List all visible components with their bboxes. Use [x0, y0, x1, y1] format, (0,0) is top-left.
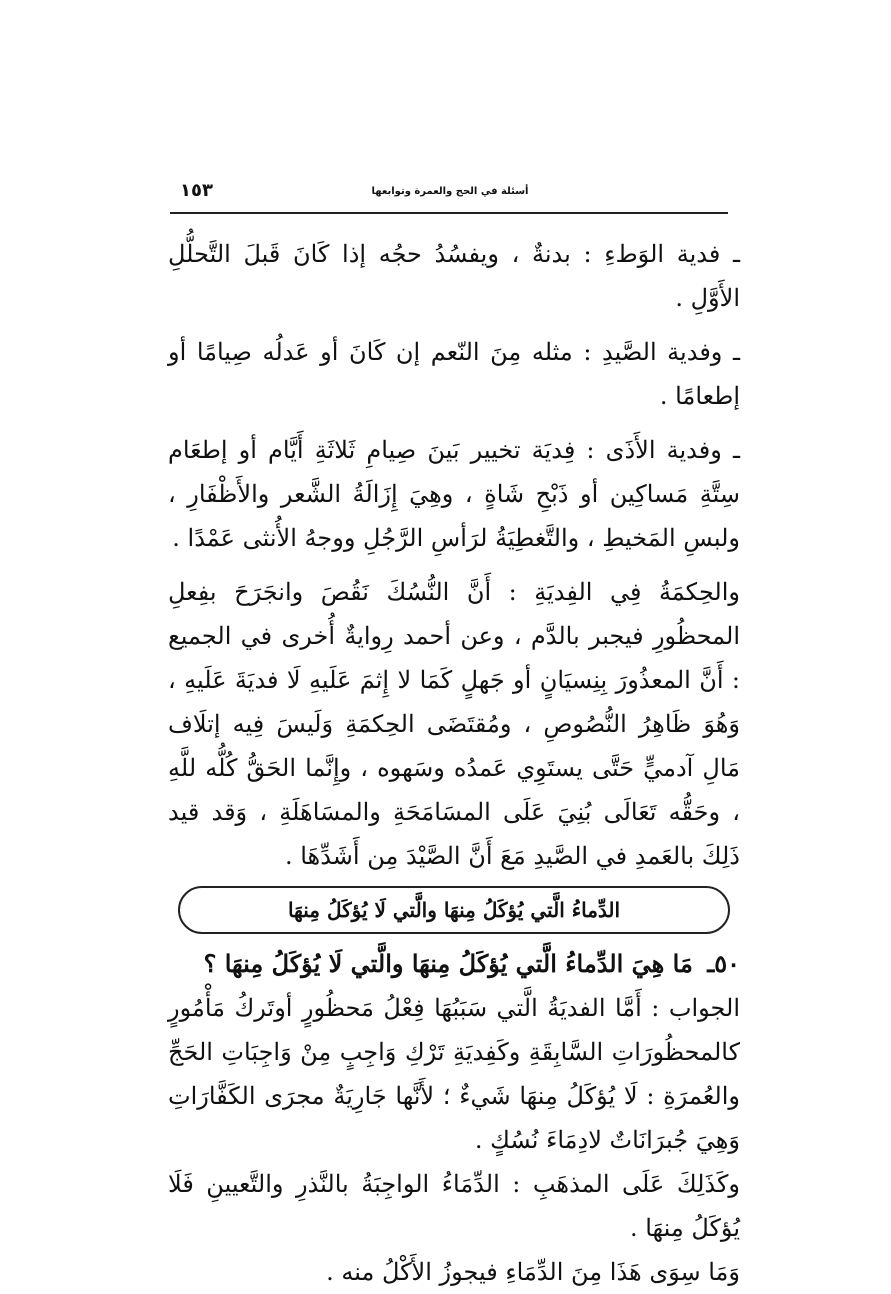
- section-heading: الدِّماءُ الَّتي يُؤكَلُ مِنهَا والَّتي لَا يُؤكَلُ مِنهَا: [287, 898, 621, 922]
- section-heading-box: [178, 886, 730, 934]
- paragraph-fidyat-alsayd: ـ وفدية الصَّيدِ : مثله مِنَ النّعم إن كَانَ أو عَدلُه صِيامًا أو إطعامًا .: [168, 338, 740, 410]
- paragraph-hikmah: والحِكمَةُ فِي الفِديَةِ : أَنَّ النُّسُكَ نَقُصَ وانجَرَحَ بفِعلِ المحظُورِ فيجبر بالدَّم ، وعن أحمد رِوايةٌ أُخرى في الجميع : أَنَّ المعذُورَ بِنِسيَانٍ أو جَهلٍ كَمَا لا إِثمَ عَلَيهِ لَا فديَةَ عَلَيهِ ، وَهُوَ ظَاهِرُ النُّصُوصِ ، ومُقتَضَى الحِكمَةِ وَلَيسَ فِيه إتلَاف مَالِ آدميٍّ حَتَّى يستَوِي عَمدُه وسَهوه ، وإِنَّما الحَقُّ كُلُّه للَّهِ ، وحَقُّه تَعَالَى بُنِيَ عَلَى المسَامَحَةِ والمسَاهَلَةِ ، وَقد قيد ذَلِكَ بالعَمدِ في الصَّيدِ مَعَ أَنَّ الصَّيْدَ مِن أَشَدِّهَا .: [168, 578, 740, 870]
- question-text: مَا هِيَ الدِّماءُ الَّتي يُؤكَلُ مِنهَا والَّتي لَا يُؤكَلُ مِنهَا ؟: [203, 949, 693, 978]
- question-number: ٥٠ـ: [707, 949, 740, 978]
- page-number: ١٥٣: [180, 180, 213, 201]
- page-body: [168, 232, 740, 1294]
- running-title: أسئلة في الحج والعمرة وتوابعها: [371, 186, 529, 197]
- paragraph-fidyat-alwat: ـ فدية الوَطءِ : بدنةٌ ، ويفسُدُ حجُه إذا كَانَ قَبلَ التَّحلُّلِ الأَوَّلِ .: [168, 240, 740, 312]
- paragraph-fidyat-aladha: ـ وفدية الأَذَى : فِديَة تخيير بَينَ صِيامِ ثَلاثَةِ أَيَّام أو إطعَام سِتَّةِ مَساكِين أو ذَبْحِ شَاةٍ ، وهِيَ إِزَالَةُ الشَّعر والأَظْفَارِ ، ولبسِ المَخيطِ ، والتَّغطِيَةُ لرَأسِ الرَّجُلِ ووجهُ الأُنثى عَمْدًا .: [168, 436, 740, 552]
- question-50: [168, 942, 740, 986]
- running-header: [170, 178, 730, 208]
- answer-paragraph-3: وَمَا سِوَى هَذَا مِنَ الدِّمَاءِ فيجوزُ الأَكْلُ منه .: [326, 1258, 740, 1286]
- answer-paragraph-1: الجواب : أَمَّا الفديَةُ الَّتي سَبَبُهَا فِعْلُ مَحظُورٍ أوتَركُ مَأْمُورٍ كالمحظُورَاتِ السَّابِقَةِ وكَفِديَةِ تَرْكِ وَاجِبٍ مِنْ وَاجِبَاتِ الحَجِّ والعُمرَةِ : لَا يُؤكَلُ مِنهَا شَيءٌ ؛ لأَنَّها جَارِيَةٌ مجرَى الكَفَّارَاتِ وَهِيَ جُبرَانَاتٌ لادِمَاءَ نُسُكٍ .: [168, 994, 740, 1154]
- answer-paragraph-2: وكَذَلِكَ عَلَى المذهَبِ : الدِّمَاءُ الواجِبَةُ بالنَّذرِ والتَّعيينِ فَلَا يُؤكَلُ مِنهَا .: [168, 1170, 740, 1242]
- header-divider: [170, 212, 728, 214]
